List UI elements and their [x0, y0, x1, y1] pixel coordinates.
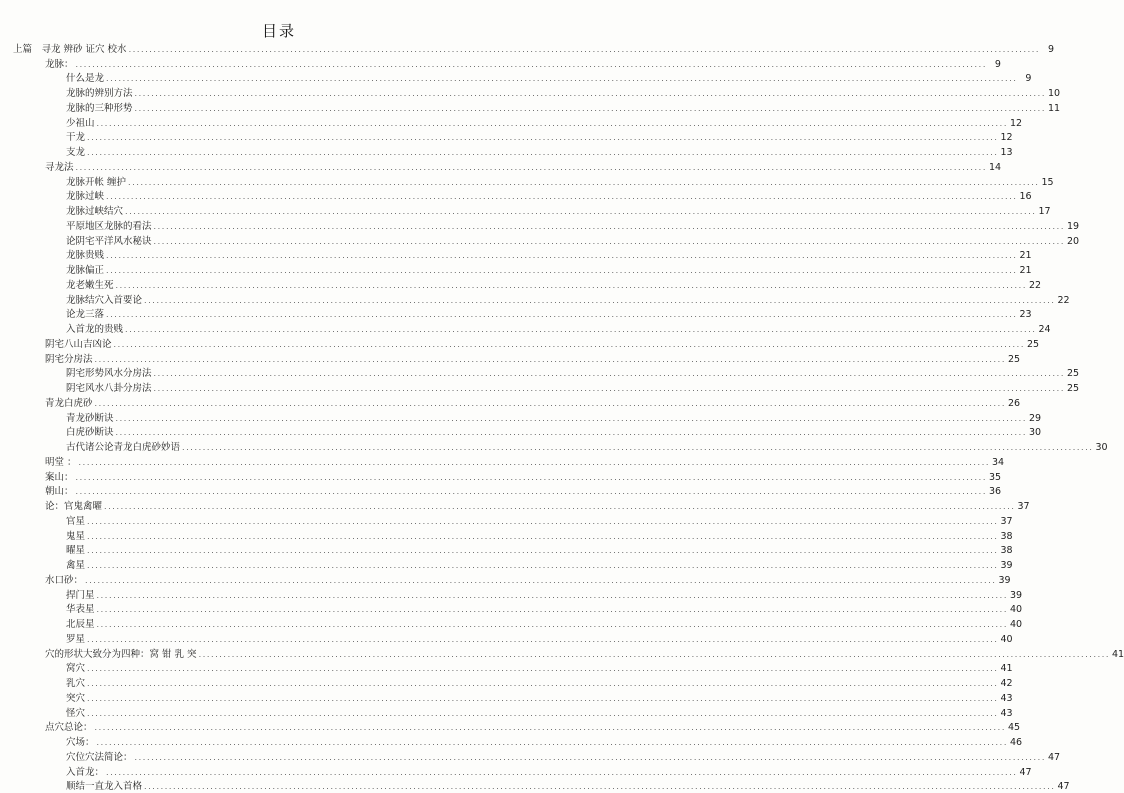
toc-entry[interactable]: [13, 248, 533, 263]
toc-entry[interactable]: [13, 395, 533, 410]
toc-entry-title: 穴场：: [66, 737, 95, 749]
toc-entry-title: 论：官鬼禽曜: [45, 501, 102, 513]
toc-entry-title: 上篇 寻龙 辨砂 证穴 校水: [13, 44, 127, 56]
dot-leader: ............................................................................................................................................................................................................................: [97, 590, 1008, 602]
dot-leader: ............................................................................................................................................................................................................................: [76, 162, 987, 174]
toc-entry-page: 30: [1095, 442, 1107, 454]
toc-entry-page: 39: [1000, 560, 1012, 572]
toc-entry-page: 21: [1019, 265, 1031, 277]
toc-entry[interactable]: [13, 233, 533, 248]
dot-leader: ............................................................................................................................................................................................................................: [79, 457, 990, 469]
toc-entry-page: 23: [1019, 309, 1031, 321]
toc-entry-page: 47: [1048, 752, 1060, 764]
toc-entry-title: 龙脉过峡结穴: [66, 206, 123, 218]
toc-entry[interactable]: [13, 366, 533, 381]
toc-entry-title: 禽星: [66, 560, 85, 572]
toc-entry[interactable]: [13, 130, 533, 145]
toc-entry-title: 入首龙：: [66, 767, 104, 779]
toc-entry-title: 青龙白虎砂: [45, 398, 93, 410]
toc-entry-title: 乳穴: [66, 678, 85, 690]
toc-entry-page: 34: [992, 457, 1004, 469]
toc-entry-title: 案山：: [45, 472, 74, 484]
toc-entry[interactable]: [13, 543, 533, 558]
dot-leader: ............................................................................................................................................................................................................................: [199, 649, 1110, 661]
dot-leader: ............................................................................................................................................................................................................................: [182, 442, 1093, 454]
toc-entry-title: 怪穴: [66, 708, 85, 720]
toc-entry-page: 20: [1067, 236, 1079, 248]
dot-leader: ............................................................................................................................................................................................................................: [154, 236, 1065, 248]
toc-entry-title: 白虎砂断诀: [66, 427, 114, 439]
toc-entry-title: 鬼星: [66, 531, 85, 543]
dot-leader: ............................................................................................................................................................................................................................: [106, 309, 1017, 321]
toc-entry[interactable]: [13, 410, 533, 425]
dot-leader: ............................................................................................................................................................................................................................: [135, 88, 1046, 100]
toc-entry[interactable]: [13, 720, 533, 735]
toc-entry[interactable]: [13, 380, 533, 395]
toc-entry-title: 论阴宅平洋风水秘诀: [66, 236, 152, 248]
dot-leader: ............................................................................................................................................................................................................................: [129, 44, 1040, 56]
dot-leader: ............................................................................................................................................................................................................................: [106, 767, 1017, 779]
toc-entry[interactable]: [13, 734, 533, 749]
toc-entry-page: 12: [1000, 132, 1012, 144]
toc-entry-title: 捍门星: [66, 590, 95, 602]
toc-entry[interactable]: [13, 321, 533, 336]
toc-entry[interactable]: [13, 572, 533, 587]
toc-entry[interactable]: [13, 56, 533, 71]
dot-leader: ............................................................................................................................................................................................................................: [116, 413, 1027, 425]
toc-entry-title: 入首龙的贵贱: [66, 324, 123, 336]
toc-entry-page: 43: [1000, 693, 1012, 705]
toc-entry-page: 22: [1029, 280, 1041, 292]
toc-entry-page: 9: [1019, 73, 1031, 85]
dot-leader: ............................................................................................................................................................................................................................: [87, 545, 998, 557]
dot-leader: ............................................................................................................................................................................................................................: [106, 73, 1017, 85]
toc-entry[interactable]: [13, 262, 533, 277]
dot-leader: ............................................................................................................................................................................................................................: [85, 575, 996, 587]
toc-entry-title: 平原地区龙脉的看法: [66, 221, 152, 233]
toc-entry-title: 龙脉的三种形势: [66, 103, 133, 115]
toc-entry[interactable]: [13, 144, 533, 159]
toc-entry[interactable]: [13, 764, 533, 779]
toc-entry[interactable]: [13, 71, 533, 86]
toc-entry[interactable]: [13, 631, 533, 646]
dot-leader: ............................................................................................................................................................................................................................: [76, 486, 987, 498]
toc-entry[interactable]: [13, 454, 533, 469]
toc-entry-page: 47: [1057, 781, 1069, 793]
dot-leader: ............................................................................................................................................................................................................................: [125, 324, 1036, 336]
toc-entry-page: 41: [1112, 649, 1124, 661]
dot-leader: ............................................................................................................................................................................................................................: [95, 398, 1006, 410]
dot-leader: ............................................................................................................................................................................................................................: [87, 634, 998, 646]
dot-leader: ............................................................................................................................................................................................................................: [97, 604, 1008, 616]
dot-leader: ............................................................................................................................................................................................................................: [154, 383, 1065, 395]
dot-leader: ............................................................................................................................................................................................................................: [87, 693, 998, 705]
toc-entry[interactable]: [13, 351, 533, 366]
toc-entry[interactable]: [13, 705, 533, 720]
toc-entry[interactable]: [13, 661, 533, 676]
toc-entry-page: 25: [1008, 354, 1020, 366]
toc-entry-title: 支龙: [66, 147, 85, 159]
dot-leader: ............................................................................................................................................................................................................................: [87, 678, 998, 690]
toc-entry-page: 37: [1000, 516, 1012, 528]
toc-entry-title: 窝穴: [66, 663, 85, 675]
toc-entry[interactable]: [13, 292, 533, 307]
toc-entry-page: 25: [1067, 383, 1079, 395]
toc-entry-page: 11: [1048, 103, 1060, 115]
toc-entry-title: 阴宅形势风水分房法: [66, 368, 152, 380]
toc-entry-title: 水口砂：: [45, 575, 83, 587]
dot-leader: ............................................................................................................................................................................................................................: [76, 472, 987, 484]
page-title: 目录: [0, 20, 558, 41]
toc-entry-page: 13: [1000, 147, 1012, 159]
toc-entry[interactable]: [13, 484, 533, 499]
dot-leader: ............................................................................................................................................................................................................................: [116, 280, 1027, 292]
toc-entry[interactable]: [13, 100, 533, 115]
toc-entry-title: 罗星: [66, 634, 85, 646]
toc-entry-page: 39: [1010, 590, 1022, 602]
toc-entry-title: 龙脉偏正: [66, 265, 104, 277]
toc-entry[interactable]: [13, 277, 533, 292]
toc-entry[interactable]: [13, 115, 533, 130]
dot-leader: ............................................................................................................................................................................................................................: [87, 531, 998, 543]
toc-entry[interactable]: [13, 690, 533, 705]
toc-entry[interactable]: [13, 557, 533, 572]
toc-entry[interactable]: [13, 41, 533, 56]
dot-leader: ............................................................................................................................................................................................................................: [104, 501, 1015, 513]
dot-leader: ............................................................................................................................................................................................................................: [87, 147, 998, 159]
toc-entry-title: 龙脉开帐 缠护: [66, 177, 126, 189]
toc-entry-page: 39: [998, 575, 1010, 587]
toc-entry-title: 阴宅分房法: [45, 354, 93, 366]
toc-entry[interactable]: [13, 528, 533, 543]
dot-leader: ............................................................................................................................................................................................................................: [95, 354, 1006, 366]
dot-leader: ............................................................................................................................................................................................................................: [128, 177, 1039, 189]
toc-entry-page: 19: [1067, 221, 1079, 233]
toc-entry-page: 22: [1057, 295, 1069, 307]
toc-entry-title: 顺结一直龙入首格: [66, 781, 142, 793]
toc-entry[interactable]: [13, 189, 533, 204]
toc-entry-page: 36: [989, 486, 1001, 498]
toc-entry-page: 43: [1000, 708, 1012, 720]
toc-entry[interactable]: [13, 218, 533, 233]
dot-leader: ............................................................................................................................................................................................................................: [144, 295, 1055, 307]
toc-entry-page: 16: [1019, 191, 1031, 203]
dot-leader: ............................................................................................................................................................................................................................: [87, 516, 998, 528]
toc-entry[interactable]: [13, 646, 533, 661]
toc-entry-title: 突穴: [66, 693, 85, 705]
toc-entry-title: 古代诸公论青龙白虎砂妙语: [66, 442, 180, 454]
toc-entry-title: 点穴总论：: [45, 722, 93, 734]
toc-entry-page: 10: [1048, 88, 1060, 100]
toc-entry-title: 干龙: [66, 132, 85, 144]
toc-entry-page: 26: [1008, 398, 1020, 410]
toc-entry-page: 12: [1010, 118, 1022, 130]
toc-entry-title: 龙脉：: [45, 59, 74, 71]
toc-entry[interactable]: [13, 203, 533, 218]
toc-entry-title: 寻龙法: [45, 162, 74, 174]
toc-entry-page: 25: [1067, 368, 1079, 380]
toc-entry[interactable]: [13, 85, 533, 100]
toc-entry-title: 龙脉贵贱: [66, 250, 104, 262]
dot-leader: ............................................................................................................................................................................................................................: [125, 206, 1036, 218]
toc-entry-page: 45: [1008, 722, 1020, 734]
dot-leader: ............................................................................................................................................................................................................................: [106, 191, 1017, 203]
dot-leader: ............................................................................................................................................................................................................................: [87, 708, 998, 720]
dot-leader: ............................................................................................................................................................................................................................: [97, 737, 1008, 749]
toc-entry-page: 47: [1019, 767, 1031, 779]
dot-leader: ............................................................................................................................................................................................................................: [154, 221, 1065, 233]
toc-entry-title: 曜星: [66, 545, 85, 557]
toc-entry-page: 25: [1027, 339, 1039, 351]
dot-leader: ............................................................................................................................................................................................................................: [135, 752, 1046, 764]
dot-leader: ............................................................................................................................................................................................................................: [97, 118, 1008, 130]
toc-entry-title: 青龙砂断诀: [66, 413, 114, 425]
toc-entry-page: 9: [989, 59, 1001, 71]
dot-leader: ............................................................................................................................................................................................................................: [95, 722, 1006, 734]
toc-entry[interactable]: [13, 602, 533, 617]
toc-entry-title: 龙脉结穴入首要论: [66, 295, 142, 307]
toc-entry-page: 38: [1000, 531, 1012, 543]
toc-entry-title: 龙脉过峡: [66, 191, 104, 203]
toc-entry-page: 41: [1000, 663, 1012, 675]
toc-entry[interactable]: [13, 587, 533, 602]
toc-entry-page: 46: [1010, 737, 1022, 749]
toc-entry[interactable]: [13, 159, 533, 174]
toc-entry-page: 29: [1029, 413, 1041, 425]
dot-leader: ............................................................................................................................................................................................................................: [116, 427, 1027, 439]
dot-leader: ............................................................................................................................................................................................................................: [87, 560, 998, 572]
dot-leader: ............................................................................................................................................................................................................................: [106, 265, 1017, 277]
toc-entry-title: 穴位穴法简论：: [66, 752, 133, 764]
toc-entry-title: 龙老嫩生死: [66, 280, 114, 292]
toc-entry[interactable]: [13, 425, 533, 440]
toc-entry-page: 14: [989, 162, 1001, 174]
dot-leader: ............................................................................................................................................................................................................................: [135, 103, 1046, 115]
toc-entry[interactable]: [13, 616, 533, 631]
toc-entry-page: 40: [1010, 619, 1022, 631]
toc-entry-title: 论龙三落: [66, 309, 104, 321]
dot-leader: ............................................................................................................................................................................................................................: [97, 619, 1008, 631]
toc-entry-title: 阴宅风水八卦分房法: [66, 383, 152, 395]
toc-entry[interactable]: [13, 174, 533, 189]
toc-entry-page: 37: [1017, 501, 1029, 513]
toc-entry-page: 30: [1029, 427, 1041, 439]
toc-entry-title: 什么是龙: [66, 73, 104, 85]
toc-entry-title: 北辰星: [66, 619, 95, 631]
toc-entry-title: 少祖山: [66, 118, 95, 130]
toc-entry[interactable]: [13, 779, 533, 793]
toc-entry-page: 17: [1038, 206, 1050, 218]
toc-entry[interactable]: [13, 439, 533, 454]
toc-entry-title: 穴的形状大致分为四种：窝 钳 乳 突: [45, 649, 197, 661]
toc-entry-page: 9: [1042, 44, 1054, 56]
toc-entry-title: 朝山：: [45, 486, 74, 498]
toc-entry-page: 40: [1010, 604, 1022, 616]
toc-entry[interactable]: [13, 675, 533, 690]
toc-entry[interactable]: [13, 513, 533, 528]
dot-leader: ............................................................................................................................................................................................................................: [144, 781, 1055, 793]
toc-entry[interactable]: [13, 749, 533, 764]
toc-entry[interactable]: [13, 469, 533, 484]
toc-entry-title: 阴宅八山吉凶论: [45, 339, 112, 351]
dot-leader: ............................................................................................................................................................................................................................: [87, 132, 998, 144]
dot-leader: ............................................................................................................................................................................................................................: [106, 250, 1017, 262]
toc-entry[interactable]: [13, 336, 533, 351]
dot-leader: ............................................................................................................................................................................................................................: [76, 59, 987, 71]
dot-leader: ............................................................................................................................................................................................................................: [114, 339, 1025, 351]
toc-entry-page: 38: [1000, 545, 1012, 557]
toc-entry-title: 明堂 ：: [45, 457, 77, 469]
toc-entry-page: 40: [1000, 634, 1012, 646]
toc-entry-page: 21: [1019, 250, 1031, 262]
dot-leader: ............................................................................................................................................................................................................................: [87, 663, 998, 675]
toc-entry-page: 42: [1000, 678, 1012, 690]
toc-entry-title: 官星: [66, 516, 85, 528]
toc-entry-page: 35: [989, 472, 1001, 484]
toc-page: [0, 0, 558, 792]
dot-leader: ............................................................................................................................................................................................................................: [154, 368, 1065, 380]
table-of-contents: [13, 41, 533, 793]
toc-entry-title: 华表星: [66, 604, 95, 616]
toc-entry-page: 24: [1038, 324, 1050, 336]
toc-entry[interactable]: [13, 498, 533, 513]
toc-entry-page: 15: [1041, 177, 1053, 189]
toc-entry-title: 龙脉的辨别方法: [66, 88, 133, 100]
toc-entry[interactable]: [13, 307, 533, 322]
